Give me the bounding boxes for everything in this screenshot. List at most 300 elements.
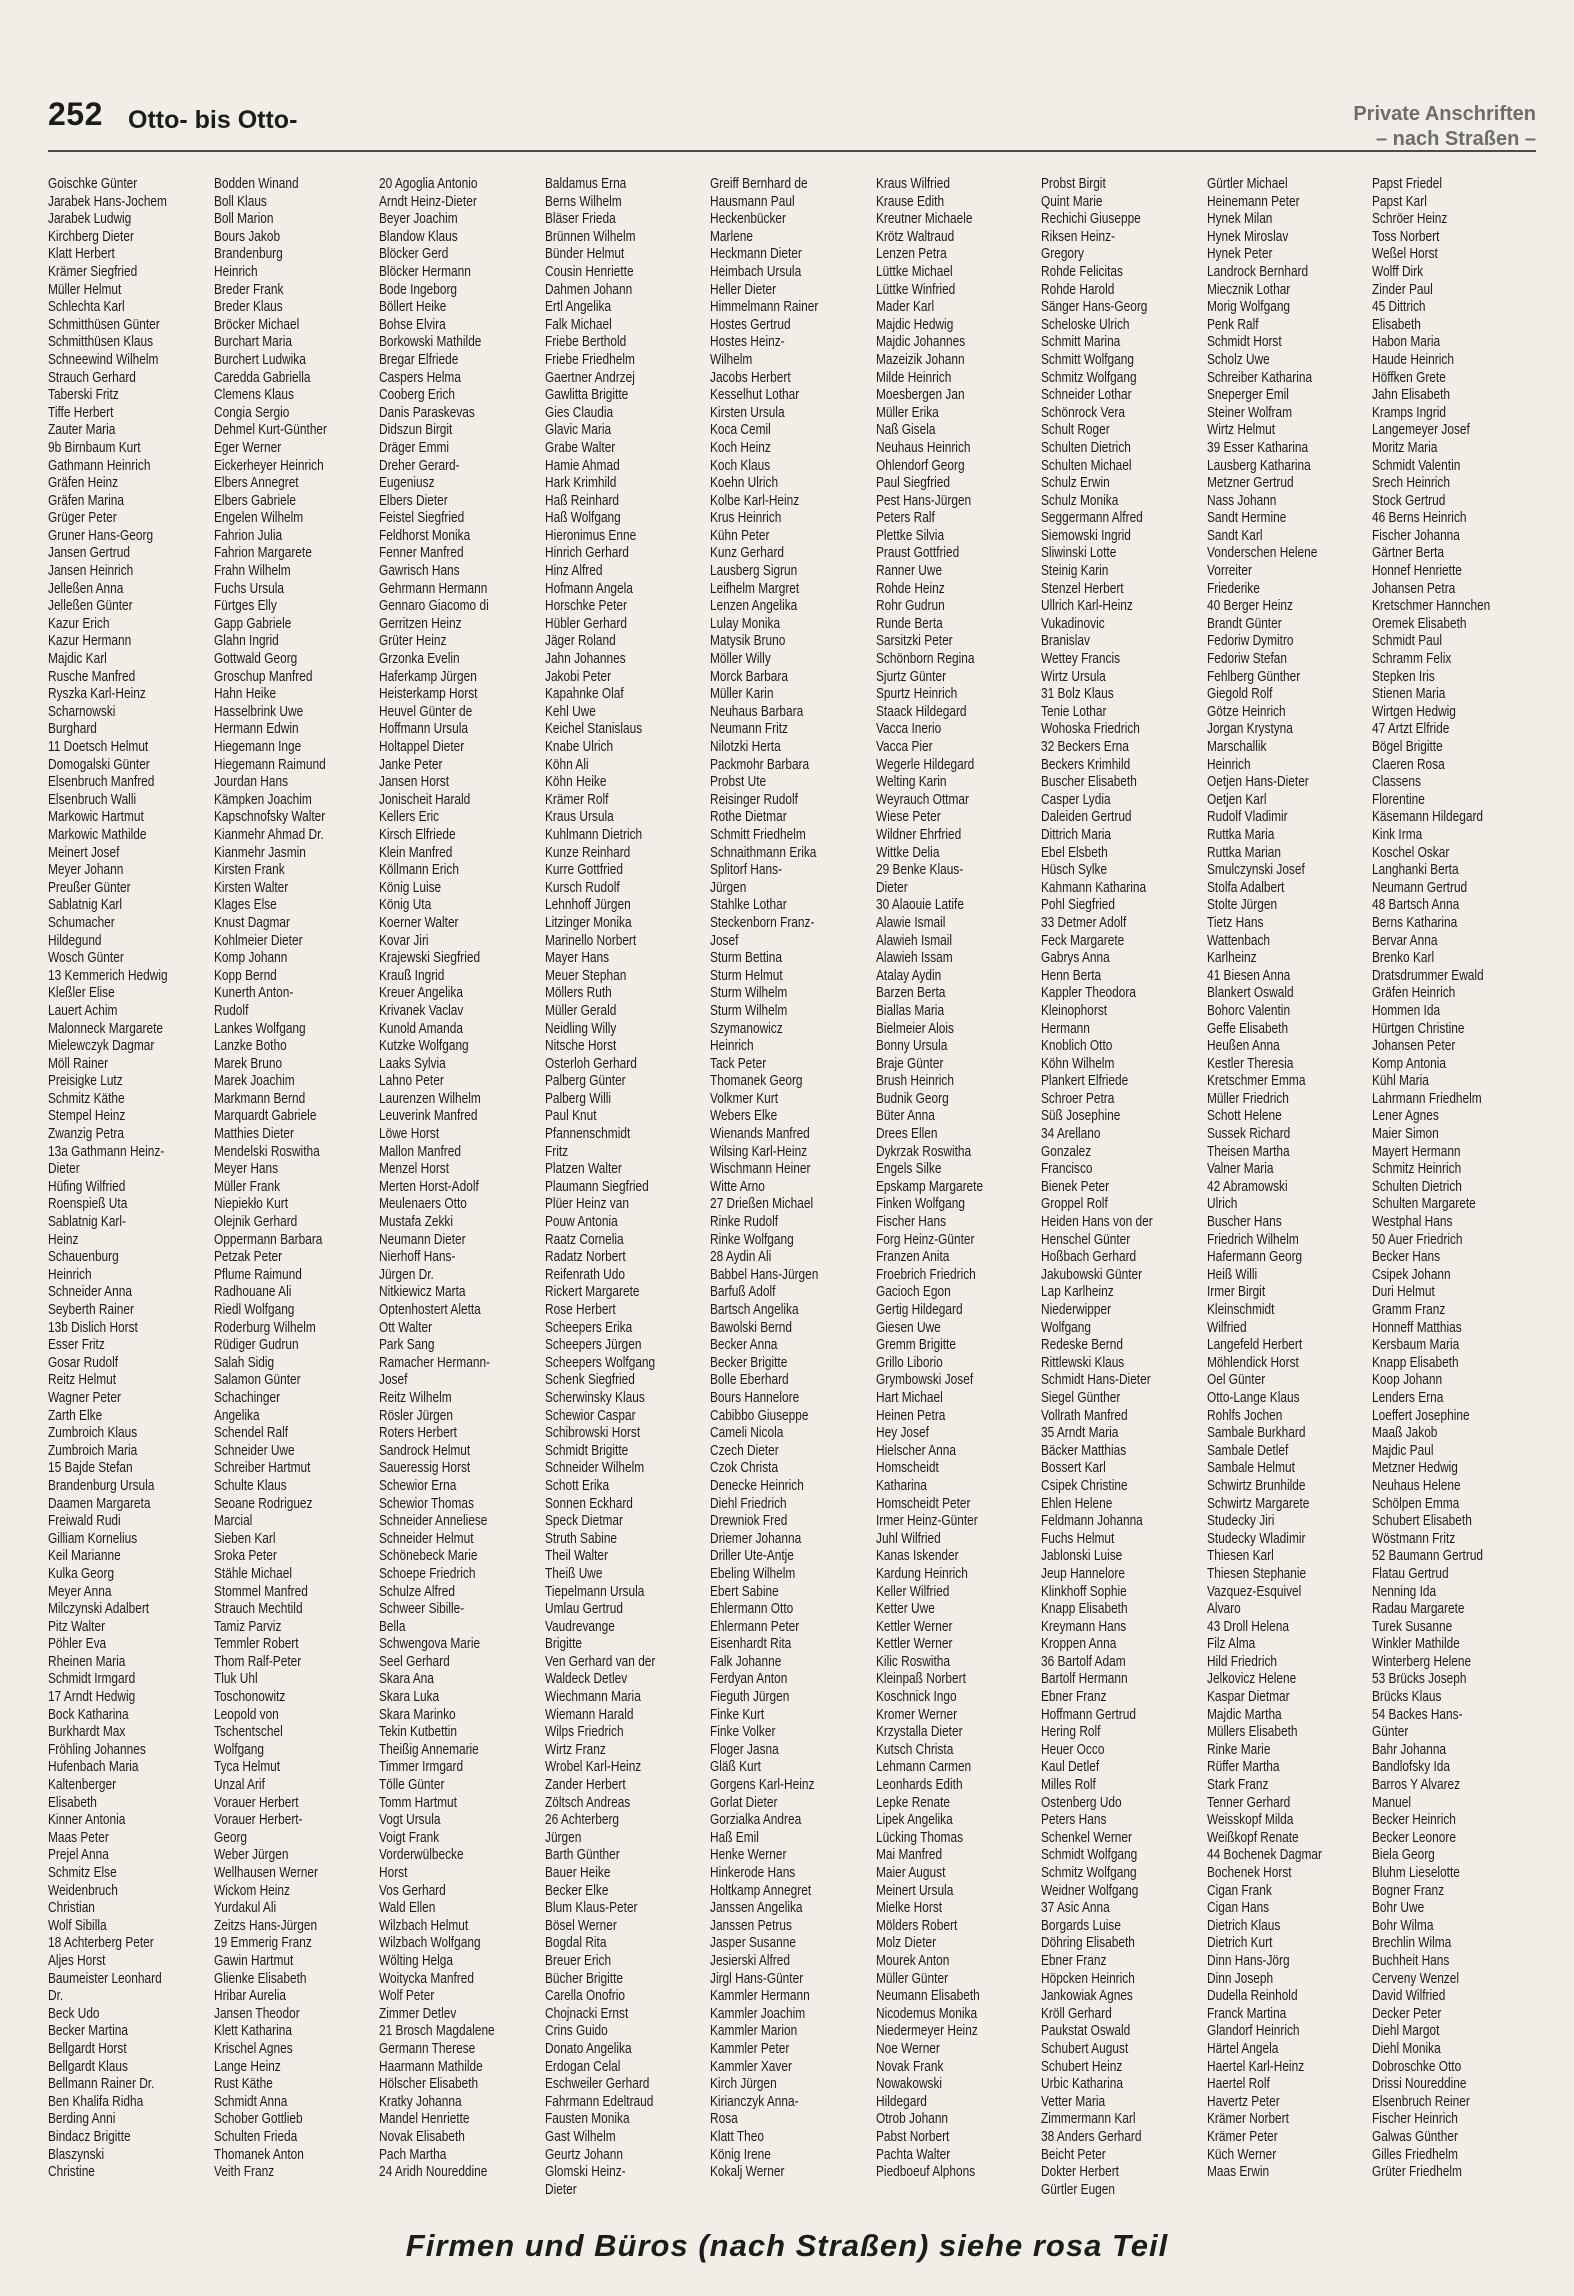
- directory-entry: Webers Elke: [710, 1108, 778, 1125]
- directory-entry: Hufenbach Maria: [48, 1759, 139, 1776]
- directory-entry: Fehlberg Günther: [1206, 668, 1300, 685]
- directory-entry: Becker Martina: [48, 2023, 128, 2040]
- directory-entry: Tietz Hans: [1206, 914, 1263, 931]
- directory-entry: Strauch Mechtild: [213, 1601, 303, 1618]
- directory-entry: Borgards Luise: [1041, 1917, 1121, 1934]
- directory-entry: Majdic Karl: [48, 651, 107, 668]
- directory-entry: Mielke Horst: [875, 1900, 942, 1917]
- directory-entry: Drissi Noureddine: [1372, 2076, 1467, 2093]
- directory-entry: Toss Norbert: [1372, 228, 1440, 245]
- directory-entry: Geurtz Johann: [544, 2146, 623, 2163]
- directory-column: [214, 176, 380, 2216]
- directory-entry: Meinert Ursula: [875, 1882, 953, 1899]
- directory-entry: Franck Martina: [1206, 2005, 1286, 2022]
- directory-entry: Majdic Johannes: [875, 334, 965, 351]
- directory-entry: Koop Johann: [1372, 1372, 1443, 1389]
- directory-entry: Steiner Wolfram: [1206, 404, 1292, 421]
- directory-entry: Rittlewski Klaus: [1041, 1354, 1125, 1371]
- directory-entry: Nitsche Horst: [544, 1038, 616, 1055]
- directory-entry: Majdic Paul: [1372, 1442, 1434, 1459]
- directory-entry: Habon Maria: [1372, 334, 1441, 351]
- directory-entry: Honnef Henriette: [1372, 563, 1462, 580]
- directory-entry: Pachta Walter: [875, 2146, 950, 2163]
- directory-entry: Metzner Hedwig: [1372, 1460, 1458, 1477]
- directory-entry: Sandrock Helmut: [379, 1442, 471, 1459]
- directory-entry: Sandt Karl: [1206, 527, 1263, 544]
- directory-entry: Meyer Anna: [48, 1583, 112, 1600]
- directory-entry: Wosch Günter: [48, 950, 124, 967]
- directory-entry: Cameli Nicola: [710, 1425, 784, 1442]
- directory-entry: Grüger Peter: [48, 510, 117, 527]
- directory-entry: Schulz Monika: [1041, 492, 1119, 509]
- directory-entry: Glahn Ingrid: [213, 633, 279, 650]
- directory-entry: Caredda Gabriella: [213, 369, 311, 386]
- directory-entry: Gacioch Egon: [875, 1284, 951, 1301]
- directory-entry: Skara Luka: [379, 1689, 440, 1706]
- directory-entry: Paul Knut: [544, 1108, 597, 1125]
- directory-entry: Grillo Liborio: [875, 1354, 943, 1371]
- directory-entry: Knust Dagmar: [213, 914, 290, 931]
- directory-entry: Kovar Jiri: [379, 932, 429, 949]
- directory-entry: Petzak Peter: [213, 1249, 282, 1266]
- directory-entry: Lausberg Sigrun: [710, 563, 798, 580]
- directory-entry: Kammler Xaver: [710, 2058, 792, 2075]
- directory-entry: Haertel Karl-Heinz: [1206, 2058, 1304, 2075]
- directory-entry: Böllert Heike: [379, 299, 447, 316]
- directory-entry: Müller Günter: [875, 1970, 948, 1987]
- directory-entry: Barth Günther: [544, 1847, 620, 1864]
- directory-entry: Schneider Wilhelm: [544, 1460, 644, 1477]
- directory-entry: Steinig Karin: [1041, 563, 1109, 580]
- directory-entry: Kirianczyk Anna-: [710, 2093, 799, 2110]
- directory-entry: Speck Dietmar: [544, 1513, 623, 1530]
- directory-entry: Grüter Heinz: [379, 633, 447, 650]
- directory-entry: Schubert Elisabeth: [1372, 1513, 1472, 1530]
- directory-entry: Bours Jakob: [213, 228, 280, 245]
- directory-entry: Kraus Wilfried: [875, 176, 950, 192]
- directory-entry: Fedoriw Dymitro: [1206, 633, 1294, 650]
- directory-entry: Lehnhoff Jürgen: [544, 897, 631, 914]
- directory-entry: Esser Fritz: [48, 1337, 105, 1354]
- directory-entry: Bellgardt Horst: [48, 2040, 127, 2057]
- directory-entry: Weidenbruch: [48, 1882, 118, 1899]
- directory-entry: Reifenrath Udo: [544, 1266, 625, 1283]
- directory-entry: Gathmann Heinrich: [48, 457, 151, 474]
- directory-entry: Katharina: [875, 1477, 927, 1494]
- directory-entry: Leuverink Manfred: [379, 1108, 478, 1125]
- directory-entry: Schroer Petra: [1041, 1090, 1115, 1107]
- directory-entry: 30 Alaouie Latife: [875, 897, 964, 914]
- directory-entry: Schramm Felix: [1372, 651, 1452, 668]
- directory-entry: Hoffmann Ursula: [379, 721, 468, 738]
- directory-entry: Lulay Monika: [710, 615, 781, 632]
- directory-entry: Schewior Thomas: [379, 1495, 474, 1512]
- directory-entry: Plüer Heinz van: [544, 1196, 629, 1213]
- directory-entry: Borkowski Mathilde: [379, 334, 482, 351]
- directory-entry: Möll Rainer: [48, 1055, 109, 1072]
- directory-entry: Sonnen Eckhard: [544, 1495, 633, 1512]
- directory-entry: Bode Ingeborg: [379, 281, 458, 298]
- directory-entry: Splitorf Hans-: [710, 862, 783, 879]
- directory-entry: Schwirtz Margarete: [1206, 1495, 1309, 1512]
- directory-entry: Georg: [213, 1829, 247, 1846]
- directory-entry: Pitz Walter: [48, 1618, 106, 1635]
- directory-entry: Schmidt Anna: [213, 2093, 287, 2110]
- directory-entry: Burghard: [48, 721, 97, 738]
- directory-entry: Wirtz Franz: [544, 1741, 606, 1758]
- directory-entry: Stempel Heinz: [48, 1108, 126, 1125]
- directory-entry: Sablatnig Karl: [48, 897, 123, 914]
- directory-entry: Brandt Günter: [1206, 615, 1282, 632]
- directory-entry: Taberski Fritz: [48, 387, 119, 404]
- directory-entry: Erdogan Celal: [544, 2058, 620, 2075]
- directory-entry: Dr.: [48, 1988, 64, 2005]
- directory-entry: Sturm Bettina: [710, 950, 783, 967]
- directory-entry: Volkmer Kurt: [710, 1090, 779, 1107]
- directory-entry: Jorgan Krystyna: [1206, 721, 1293, 738]
- directory-entry: Salah Sidig: [213, 1354, 274, 1371]
- directory-entry: Fausten Monika: [544, 2111, 630, 2128]
- directory-entry: Klett Katharina: [213, 2023, 292, 2040]
- directory-entry: Morck Barbara: [710, 668, 788, 685]
- directory-entry: Kink Irma: [1372, 826, 1423, 843]
- directory-entry: Filz Alma: [1206, 1636, 1255, 1653]
- directory-entry: Raatz Cornelia: [544, 1231, 624, 1248]
- directory-entry: Sturm Wilhelm: [710, 985, 788, 1002]
- directory-entry: Wolff Dirk: [1372, 263, 1424, 280]
- directory-entry: Cabibbo Giuseppe: [710, 1407, 809, 1424]
- directory-entry: Komp Johann: [213, 950, 287, 967]
- directory-entry: Henke Werner: [710, 1847, 787, 1864]
- directory-entry: Krötz Waltraud: [875, 228, 954, 245]
- directory-entry: Sandt Hermine: [1206, 510, 1286, 527]
- directory-entry: Eger Werner: [213, 439, 281, 456]
- directory-entry: Keil Marianne: [48, 1548, 121, 1565]
- directory-entry: Kursch Rudolf: [544, 879, 620, 896]
- directory-entry: Kromer Werner: [875, 1706, 957, 1723]
- directory-entry: Müllers Elisabeth: [1206, 1724, 1298, 1741]
- directory-entry: Brünnen Wilhelm: [544, 228, 636, 245]
- directory-entry: Wirtz Ursula: [1041, 668, 1106, 685]
- directory-entry: Eschweiler Gerhard: [544, 2076, 649, 2093]
- directory-entry: Decker Peter: [1372, 2005, 1442, 2022]
- directory-entry: Jansen Heinrich: [48, 563, 134, 580]
- directory-entry: Breder Frank: [213, 281, 283, 298]
- directory-entry: Neidling Willy: [544, 1020, 616, 1037]
- directory-entry: Dietrich Kurt: [1206, 1935, 1272, 1952]
- directory-entry: Sambale Helmut: [1206, 1460, 1295, 1477]
- directory-entry: Chojnacki Ernst: [544, 2005, 628, 2022]
- directory-entry: Falk Johanne: [710, 1653, 782, 1670]
- directory-entry: 31 Bolz Klaus: [1041, 686, 1114, 703]
- directory-entry: Grzonka Evelin: [379, 651, 460, 668]
- directory-entry: Wilzbach Helmut: [379, 1917, 469, 1934]
- directory-entry: Schauenburg: [48, 1249, 119, 1266]
- directory-entry: Forg Heinz-Günter: [875, 1231, 974, 1248]
- directory-entry: Kutsch Christa: [875, 1741, 953, 1758]
- directory-entry: Alawie Ismail: [875, 914, 945, 931]
- directory-entry: Tiepelmann Ursula: [544, 1583, 644, 1600]
- directory-entry: Ruttka Maria: [1206, 826, 1274, 843]
- directory-entry: Bücher Brigitte: [544, 1970, 623, 1987]
- directory-entry: Jankowiak Agnes: [1041, 1988, 1133, 2005]
- directory-entry: Toschonowitz: [213, 1689, 285, 1706]
- directory-entry: Oetjen Karl: [1206, 791, 1266, 808]
- directory-entry: Marek Bruno: [213, 1055, 282, 1072]
- directory-entry: Krajewski Siegfried: [379, 950, 481, 967]
- directory-entry: Möhlendick Horst: [1206, 1354, 1299, 1371]
- directory-entry: Preisigke Lutz: [48, 1073, 123, 1090]
- directory-entry: Becker Leonore: [1372, 1829, 1456, 1846]
- directory-entry: Hübler Gerhard: [544, 615, 627, 632]
- directory-entry: Ebel Elsbeth: [1041, 844, 1108, 861]
- directory-entry: Marcial: [213, 1513, 252, 1530]
- directory-entry: Fröhling Johannes: [48, 1741, 146, 1758]
- directory-entry: Pabst Norbert: [875, 2128, 949, 2145]
- directory-entry: Thiesen Stephanie: [1206, 1565, 1306, 1582]
- directory-entry: Radau Margarete: [1372, 1601, 1465, 1618]
- directory-entry: Staack Hildegard: [875, 703, 967, 720]
- directory-entry: Kleßler Elise: [48, 985, 115, 1002]
- directory-entry: Plankert Elfriede: [1041, 1073, 1129, 1090]
- directory-entry: Jäger Roland: [544, 633, 616, 650]
- directory-entry: Marek Joachim: [213, 1073, 295, 1090]
- directory-entry: Gaertner Andrzej: [544, 369, 635, 386]
- directory-entry: Claeren Rosa: [1372, 756, 1445, 773]
- directory-entry: Hild Friedrich: [1206, 1653, 1277, 1670]
- directory-entry: Mustafa Zekki: [379, 1214, 454, 1231]
- directory-entry: Wirtz Helmut: [1206, 422, 1275, 439]
- directory-entry: Kunold Amanda: [379, 1020, 463, 1037]
- directory-entry: Landrock Bernhard: [1206, 263, 1308, 280]
- directory-entry: Nicodemus Monika: [875, 2005, 977, 2022]
- directory-entry: Schmitz Wolfgang: [1041, 1865, 1137, 1881]
- directory-entry: Ehlen Helene: [1041, 1495, 1113, 1512]
- directory-entry: Bröcker Michael: [213, 316, 299, 333]
- directory-entry: Kazur Erich: [48, 615, 110, 632]
- directory-entry: Meyer Hans: [213, 1161, 278, 1178]
- directory-entry: Finken Wolfgang: [875, 1196, 965, 1213]
- directory-entry: Dietrich Klaus: [1206, 1917, 1280, 1934]
- directory-entry: Frahn Wilhelm: [213, 563, 291, 580]
- directory-entry: Smulczynski Josef: [1206, 862, 1305, 879]
- directory-entry: Dieter: [875, 879, 908, 896]
- directory-entry: Wettey Francis: [1041, 651, 1121, 668]
- directory-entry: 42 Abramowski: [1206, 1178, 1288, 1195]
- directory-entry: Westphal Hans: [1372, 1214, 1453, 1231]
- directory-entry: 35 Arndt Maria: [1041, 1425, 1119, 1442]
- directory-entry: Rosa: [710, 2111, 738, 2128]
- directory-entry: Gawlitta Brigitte: [544, 387, 628, 404]
- directory-entry: Ehlermann Peter: [710, 1618, 800, 1635]
- directory-entry: Bogner Franz: [1372, 1882, 1445, 1899]
- directory-entry: Vacca Pier: [875, 739, 933, 755]
- directory-entry: Gabrys Anna: [1041, 950, 1110, 967]
- directory-entry: Eisenhardt Rita: [710, 1636, 792, 1653]
- directory-entry: Kappler Theodora: [1041, 985, 1136, 1002]
- directory-entry: Plaumann Siegfried: [544, 1178, 649, 1195]
- directory-entry: Park Sang: [379, 1337, 435, 1354]
- directory-entry: Gräfen Heinrich: [1372, 985, 1456, 1002]
- directory-entry: Barros Y Alvarez: [1372, 1777, 1461, 1794]
- directory-entry: Baumeister Leonhard: [48, 1970, 162, 1987]
- directory-entry: Knoblich Otto: [1041, 1038, 1113, 1055]
- directory-entry: Rinke Marie: [1206, 1741, 1270, 1758]
- directory-entry: Hüsch Sylke: [1041, 862, 1108, 879]
- directory-entry: Weißkopf Renate: [1206, 1829, 1299, 1846]
- directory-entry: Schwirtz Brunhilde: [1206, 1477, 1305, 1494]
- directory-entry: Zöltsch Andreas: [544, 1794, 630, 1811]
- directory-entry: Schreiber Katharina: [1206, 369, 1312, 386]
- directory-entry: Eugeniusz: [379, 475, 435, 492]
- directory-entry: Löwe Horst: [379, 1126, 440, 1143]
- directory-entry: Kaspar Dietmar: [1206, 1689, 1290, 1706]
- directory-entry: Sarsitzki Peter: [875, 633, 953, 650]
- directory-entry: Hinz Alfred: [544, 563, 603, 580]
- directory-entry: Honneff Matthias: [1372, 1319, 1462, 1336]
- directory-entry: Glienke Elisabeth: [213, 1970, 307, 1987]
- directory-entry: Galwas Günther: [1372, 2128, 1458, 2145]
- directory-entry: Cerveny Wenzel: [1372, 1970, 1460, 1987]
- directory-entry: Witte Arno: [710, 1178, 765, 1195]
- directory-entry: Kunz Gerhard: [710, 545, 785, 562]
- directory-entry: Bervar Anna: [1372, 932, 1438, 949]
- directory-entry: Ebert Sabine: [710, 1583, 779, 1600]
- directory-entry: Gawin Hartmut: [213, 1952, 293, 1969]
- directory-entry: Koerner Walter: [379, 914, 459, 931]
- directory-entry: Tyca Helmut: [213, 1759, 280, 1776]
- directory-entry: Grüter Friedhelm: [1372, 2164, 1462, 2181]
- directory-entry: Kinner Antonia: [48, 1812, 126, 1829]
- directory-entry: Krause Edith: [875, 193, 944, 210]
- directory-entry: Babbel Hans-Jürgen: [710, 1266, 819, 1283]
- directory-entry: Hafermann Georg: [1206, 1249, 1302, 1266]
- directory-entry: Theißig Annemarie: [379, 1741, 479, 1758]
- directory-entry: Laurenzen Wilhelm: [379, 1090, 481, 1107]
- directory-entry: Blöcker Gerd: [379, 246, 449, 263]
- directory-entry: Biela Georg: [1372, 1847, 1435, 1864]
- directory-entry: Mayer Hans: [544, 950, 609, 967]
- section-heading-line-2: – nach Straßen –: [1375, 128, 1536, 150]
- directory-entry: Schult Roger: [1041, 422, 1110, 439]
- directory-entry: Floger Jasna: [710, 1741, 779, 1758]
- directory-entry: Yurdakul Ali: [213, 1900, 276, 1917]
- directory-entry: Schubert August: [1041, 2040, 1129, 2057]
- directory-entry: Schmitt Marina: [1041, 334, 1121, 351]
- directory-entry: Buscher Hans: [1206, 1214, 1282, 1231]
- directory-entry: Schönborn Regina: [875, 651, 975, 668]
- directory-entry: Ven Gerhard van der: [544, 1653, 655, 1670]
- directory-entry: Meulenaers Otto: [379, 1196, 467, 1213]
- directory-entry: Milczynski Adalbert: [48, 1601, 150, 1618]
- directory-entry: Holtappel Dieter: [379, 739, 465, 755]
- directory-entry: Osterloh Gerhard: [544, 1055, 637, 1072]
- directory-entry: Koch Klaus: [710, 457, 771, 474]
- directory-entry: Blandow Klaus: [379, 228, 458, 245]
- directory-entry: Groppel Rolf: [1041, 1196, 1108, 1213]
- directory-entry: Feldmann Johanna: [1041, 1513, 1143, 1530]
- directory-entry: Schewior Caspar: [544, 1407, 636, 1424]
- directory-entry: Schnaithmann Erika: [710, 844, 817, 861]
- directory-entry: Wirtgen Hedwig: [1372, 703, 1456, 720]
- directory-entry: Roderburg Wilhelm: [213, 1319, 316, 1336]
- directory-entry: Mai Manfred: [875, 1847, 942, 1864]
- directory-entry: Christian: [48, 1900, 95, 1917]
- directory-entry: Platzen Walter: [544, 1161, 622, 1178]
- directory-entry: Koca Cemil: [710, 422, 771, 439]
- directory-entry: Becker Brigitte: [710, 1354, 788, 1371]
- directory-entry: Kianmehr Jasmin: [213, 844, 306, 861]
- directory-entry: Keichel Stanislaus: [544, 721, 642, 738]
- directory-entry: Theisen Martha: [1206, 1143, 1290, 1160]
- directory-entry: Gorzialka Andrea: [710, 1812, 802, 1829]
- directory-entry: Feck Margarete: [1041, 932, 1125, 949]
- directory-entry: 45 Dittrich: [1372, 299, 1426, 316]
- directory-entry: Breder Klaus: [213, 299, 283, 316]
- directory-entry: Carella Onofrio: [544, 1988, 625, 2005]
- directory-entry: Bours Hannelore: [710, 1389, 800, 1406]
- directory-entry: Palberg Günter: [544, 1073, 626, 1090]
- directory-entry: Neumann Elisabeth: [875, 1988, 980, 2005]
- directory-entry: 50 Auer Friedrich: [1372, 1231, 1463, 1248]
- directory-entry: Fischer Hans: [875, 1214, 946, 1231]
- directory-entry: Nass Johann: [1206, 492, 1276, 509]
- directory-entry: Gosar Rudolf: [48, 1354, 119, 1371]
- directory-entry: Szymanowicz: [710, 1020, 783, 1037]
- directory-entry: Irmer Heinz-Günter: [875, 1513, 978, 1530]
- directory-entry: Hinrich Gerhard: [544, 545, 629, 562]
- directory-entry: Niepiekło Kurt: [213, 1196, 288, 1213]
- directory-entry: Wolfgang: [1041, 1319, 1092, 1336]
- directory-entry: Schmitz Käthe: [48, 1090, 125, 1107]
- directory-column: [1207, 176, 1373, 2216]
- directory-entry: Optenhostert Aletta: [379, 1302, 481, 1318]
- directory-entry: Probst Birgit: [1041, 176, 1106, 192]
- directory-entry: Stommel Manfred: [213, 1583, 308, 1600]
- directory-entry: Schmitz Heinrich: [1372, 1161, 1462, 1178]
- directory-entry: Stahlke Lothar: [710, 897, 787, 914]
- directory-entry: Hausmann Paul: [710, 193, 795, 210]
- directory-entry: Gläß Kurt: [710, 1759, 761, 1776]
- directory-entry: Tack Peter: [710, 1055, 767, 1072]
- directory-entry: Weßel Horst: [1372, 246, 1438, 263]
- directory-entry: Fahrion Margarete: [213, 545, 312, 562]
- directory-entry: Marschallik: [1206, 739, 1266, 755]
- directory-entry: Schröer Heinz: [1372, 211, 1448, 228]
- directory-entry: Jablonski Luise: [1041, 1548, 1123, 1565]
- directory-entry: Lanzke Botho: [213, 1038, 287, 1055]
- directory-entry: Bartolf Hermann: [1041, 1671, 1128, 1688]
- directory-entry: Hynek Milan: [1206, 211, 1272, 228]
- directory-entry: Diehl Friedrich: [710, 1495, 787, 1512]
- directory-entry: Müller Karin: [710, 686, 774, 703]
- directory-entry: Friedrich Wilhelm: [1206, 1231, 1299, 1248]
- directory-entry: Reitz Wilhelm: [379, 1389, 452, 1406]
- directory-entry: Jacobs Herbert: [710, 369, 791, 386]
- directory-entry: Thomanek Anton: [213, 2146, 304, 2163]
- directory-entry: Rickert Margarete: [544, 1284, 639, 1301]
- directory-entry: Markmann Bernd: [213, 1090, 305, 1107]
- directory-entry: Lenzen Angelika: [710, 598, 798, 615]
- directory-entry: Arndt Heinz-Dieter: [379, 193, 477, 210]
- section-heading: [1353, 102, 1536, 152]
- directory-entry: Finke Volker: [710, 1724, 776, 1741]
- directory-entry: Scheepers Wolfgang: [544, 1354, 655, 1371]
- directory-entry: 11 Doetsch Helmut: [48, 739, 149, 755]
- directory-entry: Kammler Marion: [710, 2023, 798, 2040]
- directory-entry: Krivanek Vaclav: [379, 1002, 464, 1019]
- directory-entry: Hahn Heike: [213, 686, 276, 703]
